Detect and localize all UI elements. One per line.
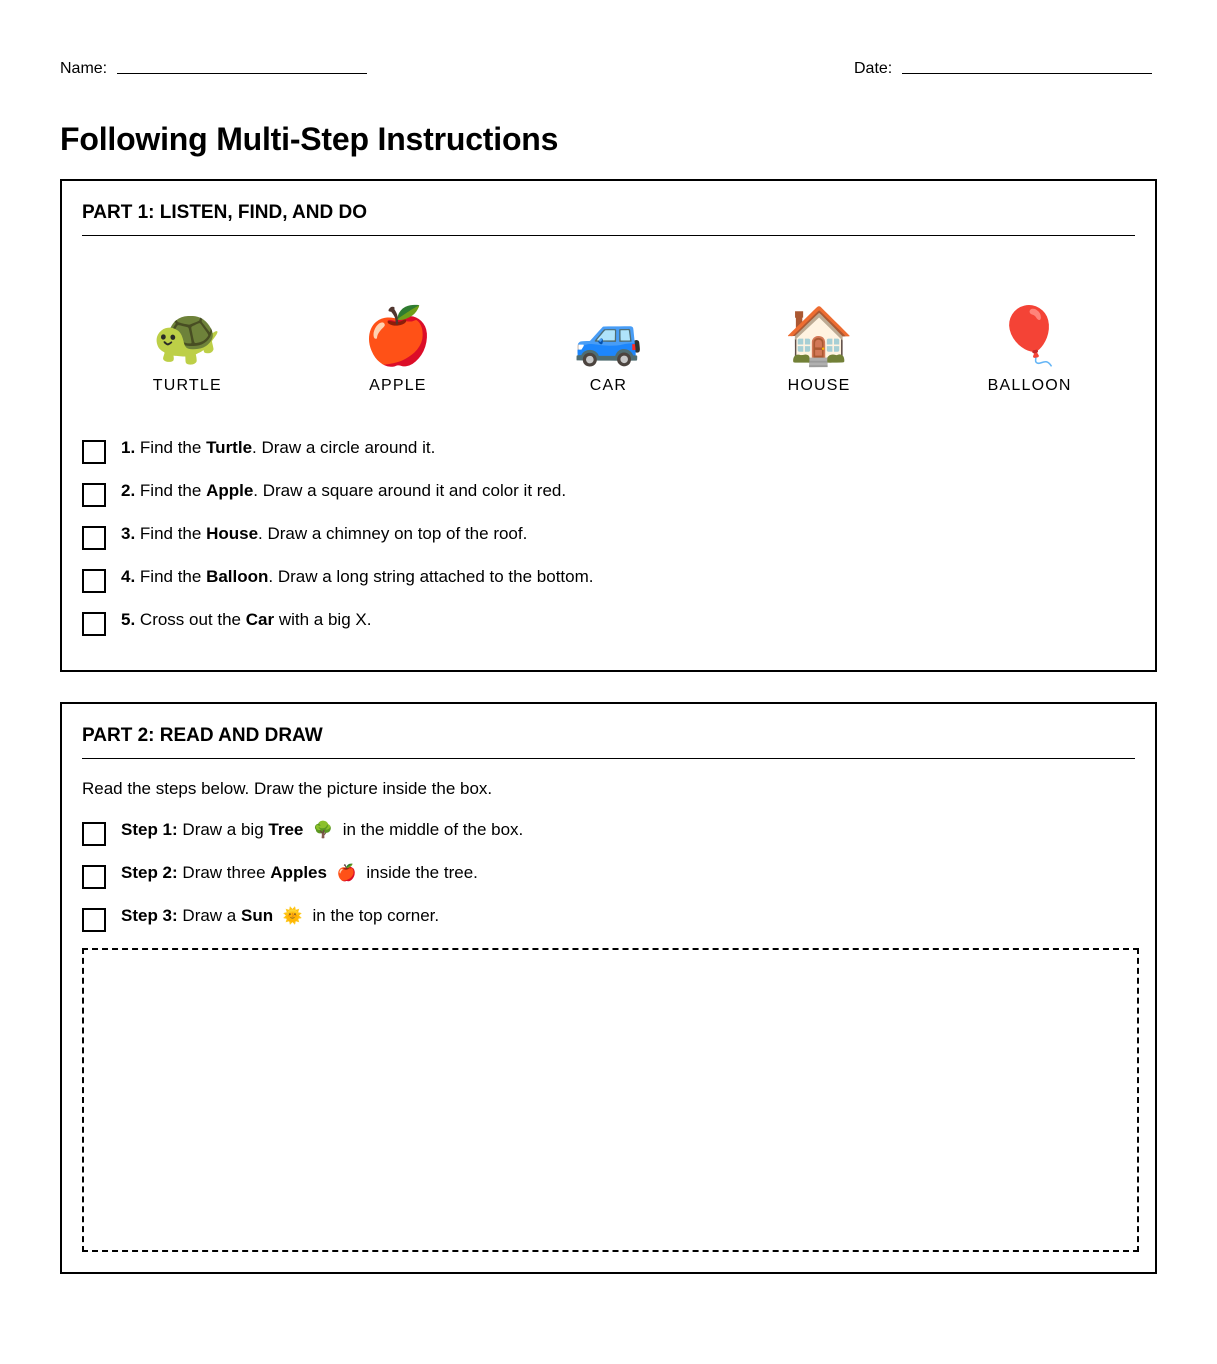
task-text: 1. Find the Turtle. Draw a circle around it. [121,438,436,457]
balloon-icon: 🎈 [994,304,1065,367]
part2-step-list [82,819,1135,948]
part2-section [60,702,1157,1274]
task-text: 2. Find the Apple. Draw a square around it and color it red. [121,481,567,500]
name-input-line[interactable] [117,58,367,74]
object-car[interactable] [503,303,714,403]
objects-row [82,303,1135,403]
task-item [82,609,1135,652]
task-item [82,523,1135,566]
name-label: Name: [60,60,108,77]
task-text: 3. Find the House. Draw a chimney on top of the roof. [121,524,528,543]
task-checkbox[interactable] [82,440,106,464]
step-checkbox[interactable] [82,865,106,889]
step-item [82,862,1135,905]
task-checkbox[interactable] [82,569,106,593]
object-label: BALLOON [987,377,1072,394]
car-icon: 🚙 [573,304,644,367]
object-house[interactable] [714,303,925,403]
tree-icon: 🌳 [313,822,334,839]
part1-task-list [82,437,1135,652]
date-field[interactable] [854,58,1152,80]
object-label: HOUSE [787,377,851,394]
date-label: Date: [854,60,893,77]
object-label: TURTLE [152,377,222,394]
step-text: Step 1: Draw a big Tree 🌳 in the middle of the box. [121,820,524,839]
task-checkbox[interactable] [82,483,106,507]
task-text: 4. Find the Balloon. Draw a long string attached to the bottom. [121,567,594,586]
part1-section [60,179,1157,672]
step-item [82,819,1135,862]
step-checkbox[interactable] [82,822,106,846]
step-text: Step 3: Draw a Sun 🌞 in the top corner. [121,906,440,925]
task-item [82,566,1135,609]
step-checkbox[interactable] [82,908,106,932]
date-input-line[interactable] [902,58,1152,74]
task-item [82,480,1135,523]
object-label: CAR [589,377,628,394]
header-fields [60,58,1157,82]
object-balloon[interactable] [924,303,1135,403]
task-checkbox[interactable] [82,612,106,636]
turtle-icon: 🐢 [152,304,223,367]
apple-icon: 🍎 [363,304,433,367]
house-icon: 🏠 [784,304,854,367]
page-title: Following Multi-Step Instructions [60,121,559,157]
drawing-area[interactable] [82,948,1139,1252]
name-field[interactable] [60,58,367,80]
object-apple[interactable] [293,303,504,403]
step-item [82,905,1135,948]
task-item [82,437,1135,480]
task-checkbox[interactable] [82,526,106,550]
object-turtle[interactable] [82,303,293,403]
part2-instructions: Read the steps below. Draw the picture inside the box. [82,779,493,798]
step-text: Step 2: Draw three Apples 🍎 inside the tree. [121,863,478,882]
part2-title: PART 2: READ AND DRAW [82,724,1135,759]
sun-face-icon: 🌞 [282,908,303,925]
apple-icon: 🍎 [336,865,357,882]
object-label: APPLE [369,377,427,394]
task-text: 5. Cross out the Car with a big X. [121,610,372,629]
part1-title: PART 1: LISTEN, FIND, AND DO [82,201,1135,236]
